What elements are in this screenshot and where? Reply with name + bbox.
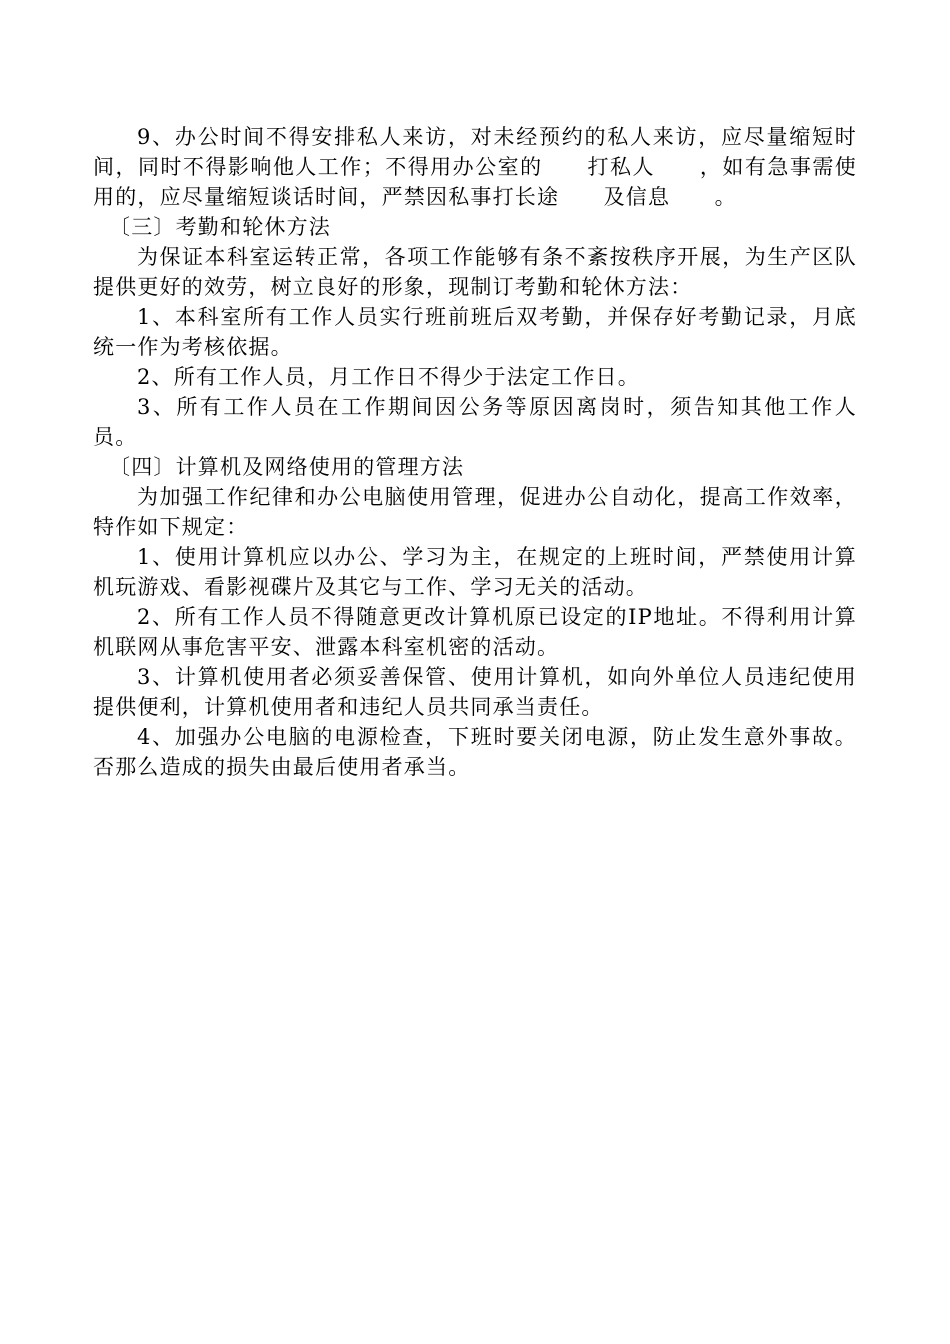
computer-item-3: 3、计算机使用者必须妥善保管、使用计算机，如向外单位人员违纪使用提供便利，计算机使用者和违纪人员共同承当责任。 bbox=[93, 665, 857, 719]
computer-section-heading: 〔四〕计算机及网络使用的管理方法 bbox=[109, 455, 465, 479]
attendance-section-heading: 〔三〕考勤和轮休方法 bbox=[109, 215, 331, 239]
computer-item-2: 2、所有工作人员不得随意更改计算机原已设定的IP地址。不得利用计算机联网从事危害平安、泄露本科室机密的活动。 bbox=[93, 605, 857, 659]
computer-item-1: 1、使用计算机应以办公、学习为主，在规定的上班时间，严禁使用计算机玩游戏、看影视碟片及其它与工作、学习无关的活动。 bbox=[93, 545, 857, 599]
computer-item-4: 4、加强办公电脑的电源检查，下班时要关闭电源，防止发生意外事故。否那么造成的损失由最后使用者承当。 bbox=[93, 725, 857, 779]
computer-intro: 为加强工作纪律和办公电脑使用管理，促进办公自动化，提高工作效率，特作如下规定： bbox=[93, 485, 857, 539]
office-rule-item-9: 9、办公时间不得安排私人来访，对未经预约的私人来访，应尽量缩短时间，同时不得影响他人工作；不得用办公室的 打私人 ，如有急事需使用的，应尽量缩短谈话时间，严禁因私事打长途 及信息 。 bbox=[93, 125, 857, 209]
attendance-item-1: 1、本科室所有工作人员实行班前班后双考勤，并保存好考勤记录，月底统一作为考核依据。 bbox=[93, 305, 857, 359]
attendance-item-2: 2、所有工作人员，月工作日不得少于法定工作日。 bbox=[137, 365, 640, 389]
document-page bbox=[93, 122, 857, 782]
attendance-item-3: 3、所有工作人员在工作期间因公务等原因离岗时，须告知其他工作人员。 bbox=[93, 395, 857, 449]
attendance-intro: 为保证本科室运转正常，各项工作能够有条不紊按秩序开展，为生产区队提供更好的效劳，树立良好的形象，现制订考勤和轮休方法： bbox=[93, 245, 857, 299]
